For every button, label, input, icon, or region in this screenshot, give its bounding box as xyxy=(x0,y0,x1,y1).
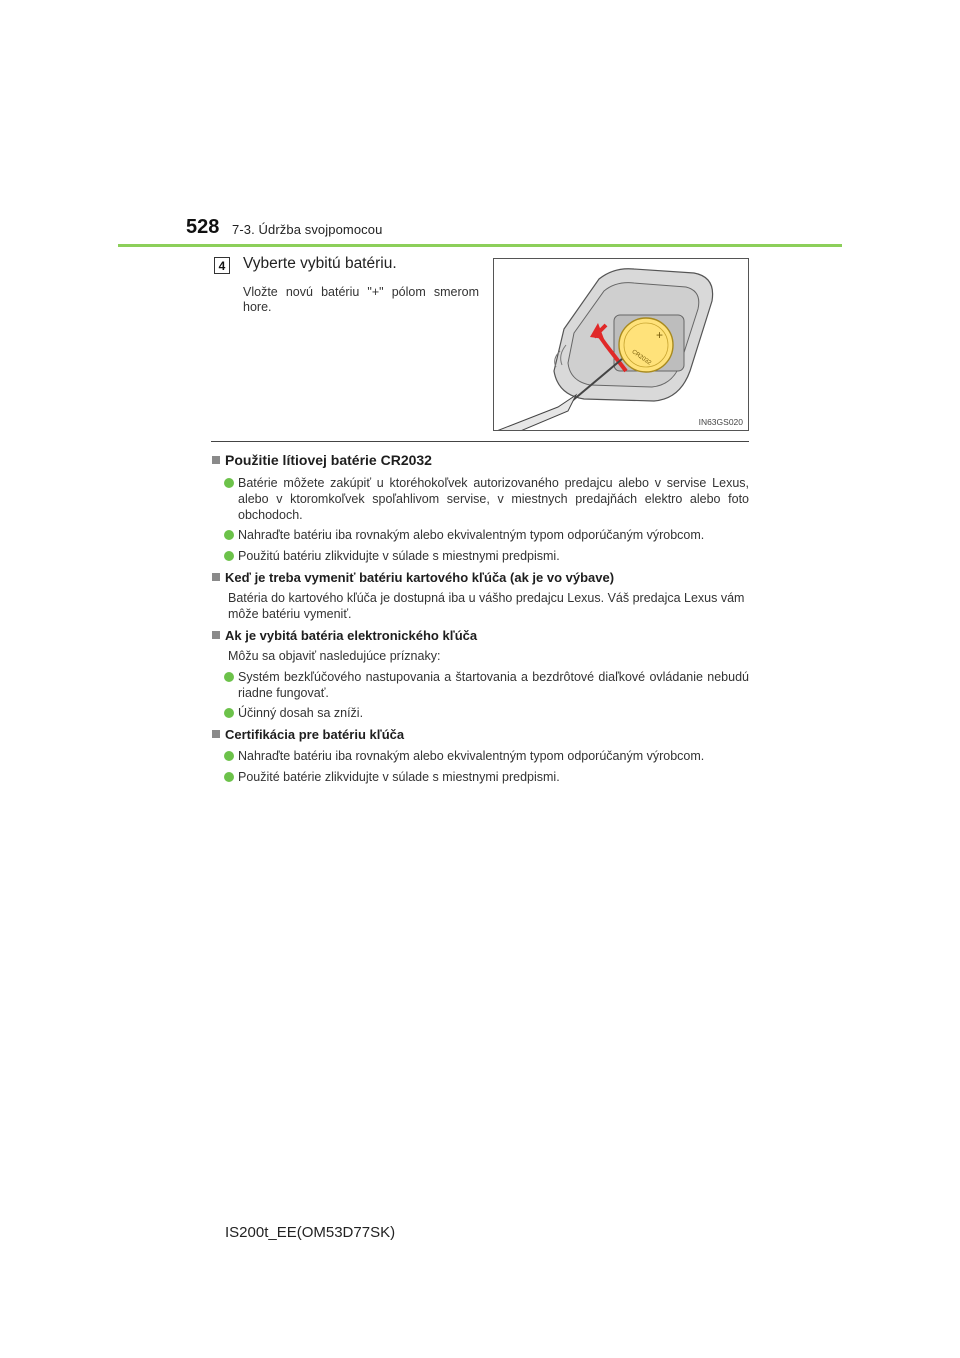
step-title: Vyberte vybitú batériu. xyxy=(243,255,397,272)
bullet-dot-icon xyxy=(224,772,234,782)
step-number-badge: 4 xyxy=(214,257,230,274)
step-note: Vložte novú batériu "+" pólom smerom hore. xyxy=(243,285,479,314)
section-heading: Použitie lítiovej batérie CR2032 xyxy=(212,452,432,468)
list-item: Účinný dosah sa zníži. xyxy=(224,705,749,721)
bullet-dot-icon xyxy=(224,551,234,561)
section-title: 7-3. Údržba svojpomocou xyxy=(232,222,383,237)
list-item: Systém bezkľúčového nastupovania a štartovania a bezdrôtové diaľkové ovládanie nebudú riadne fungovať. xyxy=(224,669,749,701)
list-item: Batérie môžete zakúpiť u ktoréhokoľvek autorizovaného predajcu alebo v servise Lexus, alebo v ktoromkoľvek spoľahlivom servise, v miestnych predajňách elektro alebo foto obchodoch. xyxy=(224,475,749,523)
bullet-dot-icon xyxy=(224,478,234,488)
section-divider xyxy=(211,441,749,442)
list-item: Použité batérie zlikvidujte v súlade s miestnymi predpismi. xyxy=(224,769,749,785)
heading-square-icon xyxy=(212,456,220,464)
bullet-dot-icon xyxy=(224,530,234,540)
battery-label: CR2032 xyxy=(630,349,652,367)
header-rule xyxy=(118,244,842,247)
paragraph: Môžu sa objaviť nasledujúce príznaky: xyxy=(228,649,441,663)
heading-square-icon xyxy=(212,573,220,581)
key-battery-drawing xyxy=(494,259,749,431)
bullet-dot-icon xyxy=(224,708,234,718)
page-number: 528 xyxy=(186,216,220,238)
list-item: Nahraďte batériu iba rovnakým alebo ekvivalentným typom odporúčaným výrobcom. xyxy=(224,527,749,543)
battery-removal-illustration xyxy=(493,258,749,431)
list-item: Použitú batériu zlikvidujte v súlade s miestnymi predpismi. xyxy=(224,548,749,564)
bullet-dot-icon xyxy=(224,672,234,682)
section-heading: Ak je vybitá batéria elektronického kľúča xyxy=(212,628,477,643)
model-code-footer: IS200t_EE(OM53D77SK) xyxy=(225,1224,396,1241)
battery-plus-sign: + xyxy=(656,328,664,342)
heading-square-icon xyxy=(212,730,220,738)
heading-square-icon xyxy=(212,631,220,639)
screwdriver-handle xyxy=(494,395,576,431)
section-heading: Certifikácia pre batériu kľúča xyxy=(212,727,404,742)
bullet-dot-icon xyxy=(224,751,234,761)
illustration-code: IN63GS020 xyxy=(698,417,743,427)
section-heading: Keď je treba vymeniť batériu kartového kľúča (ak je vo výbave) xyxy=(212,570,614,585)
list-item: Nahraďte batériu iba rovnakým alebo ekvivalentným typom odporúčaným výrobcom. xyxy=(224,748,749,764)
paragraph: Batéria do kartového kľúča je dostupná iba u vášho predajcu Lexus. Váš predajca Lexus vám môže batériu vymeniť. xyxy=(228,591,745,621)
